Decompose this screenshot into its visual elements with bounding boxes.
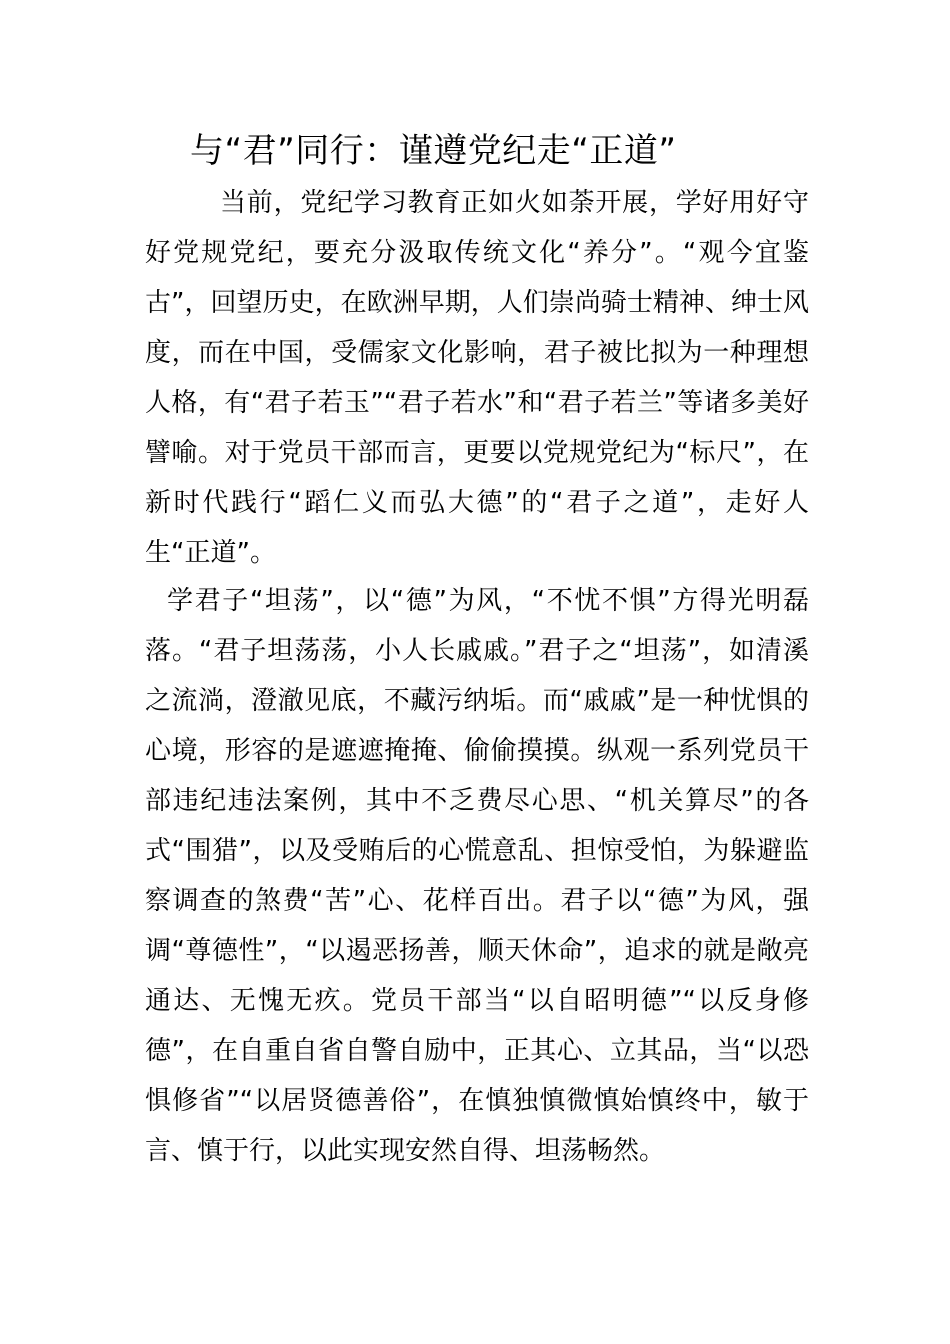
paragraph-2: 学君子“坦荡”，以“德”为风，“不忧不惧”方得光明磊落。“君子坦荡荡，小人长戚戚。”君子之“坦荡”，如清溪之流淌，澄澈见底，不藏污纳垢。而“戚戚”是一种忧惧的心境，形容的是遮遮掩掩、偷偷摸摸。纵观一系列党员干部违纪违法案例，其中不乏费尽心思、“机关算尽”的各式“围猎”，以及受贿后的心慌意乱、担惊受怕，为躲避监察调查的煞费“苦”心、花样百出。君子以“德”为风，强调“尊德性”，“以遏恶扬善，顺天休命”，追求的就是敞亮通达、无愧无疚。党员干部当“以自昭明德”“以反身修德”，在自重自省自警自励中，正其心、立其品，当“以恐惧修省”“以居贤德善俗”，在慎独慎微慎始慎终中，敏于言、慎于行，以此实现安然自得、坦荡畅然。 (145, 586, 809, 1166)
paragraph-1: 当前，党纪学习教育正如火如荼开展，学好用好守好党规党纪，要充分汲取传统文化“养分”。“观今宜鉴古”，回望历史，在欧洲早期，人们崇尚骑士精神、绅士风度，而在中国，受儒家文化影响，君子被比拟为一种理想人格，有“君子若玉”“君子若水”和“君子若兰”等诸多美好譬喻。对于党员干部而言，更要以党规党纪为“标尺”，在新时代践行“蹈仁义而弘大德”的“君子之道”，走好人生“正道”。 (145, 188, 809, 568)
document-title: 与“君”同行：谨遵党纪走“正道” (190, 131, 677, 171)
